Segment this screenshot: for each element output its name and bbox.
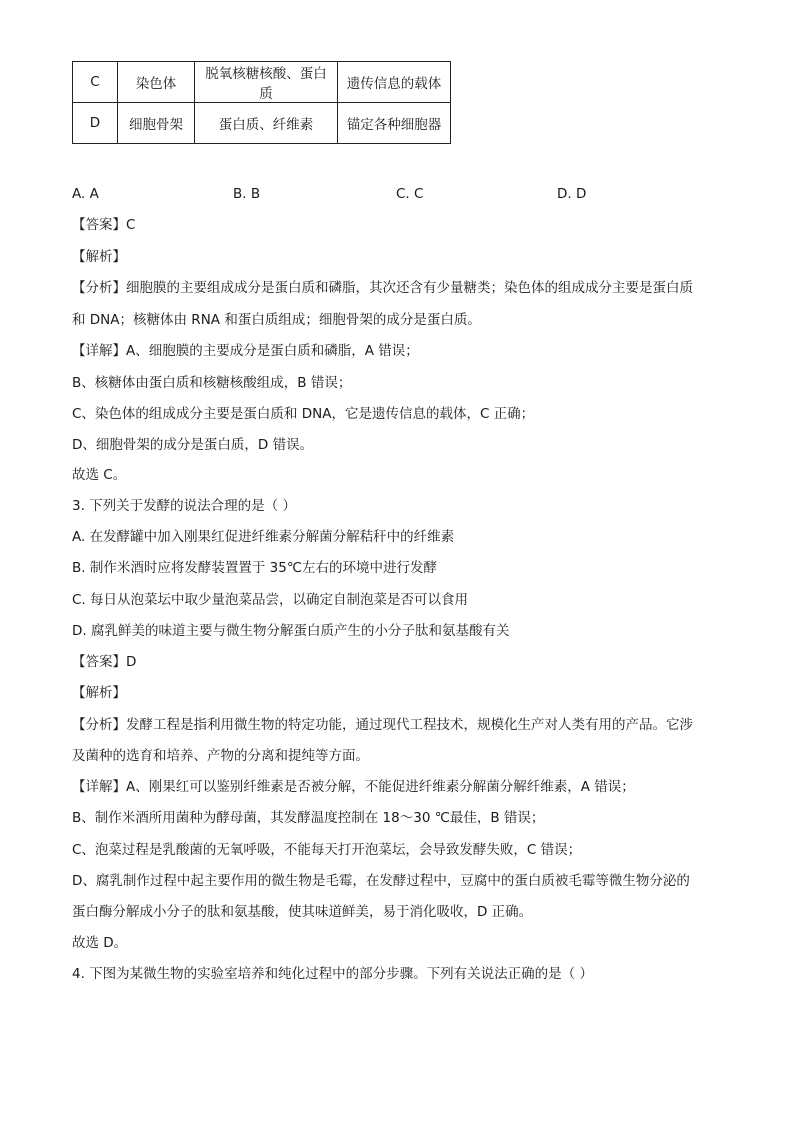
q3-analysis-line-1: 【分析】发酵工程是指利用微生物的特定功能，通过现代工程技术，规模化生产对人类有用的产品。它涉 bbox=[72, 717, 693, 733]
option-d: D. D bbox=[557, 186, 587, 202]
answer-options-table bbox=[72, 61, 451, 144]
table-cell: 锚定各种细胞器 bbox=[338, 103, 451, 144]
q3-detail-line-1: 【详解】A、刚果红可以鉴别纤维素是否被分解，不能促进纤维素分解菌分解纤维素，A 错误； bbox=[72, 779, 635, 795]
q3-conclusion: 故选 D。 bbox=[72, 935, 128, 951]
table-cell: 细胞骨架 bbox=[118, 103, 195, 144]
table-cell: 遗传信息的载体 bbox=[338, 62, 451, 103]
q3-detail-line-2: B、制作米酒所用菌种为酵母菌，其发酵温度控制在 18～30 ℃最佳，B 错误； bbox=[72, 810, 545, 826]
table-cell: 蛋白质、纤维素 bbox=[195, 103, 338, 144]
q3-analysis-heading: 【解析】 bbox=[72, 685, 126, 701]
table-row bbox=[73, 103, 451, 144]
table-cell: C bbox=[73, 62, 118, 103]
q4-stem: 4. 下图为某微生物的实验室培养和纯化过程中的部分步骤。下列有关说法正确的是（ ） bbox=[72, 966, 593, 982]
table-cell: D bbox=[73, 103, 118, 144]
option-a: A. A bbox=[72, 186, 99, 202]
q2-analysis-line-1: 【分析】细胞膜的主要组成成分是蛋白质和磷脂，其次还含有少量糖类；染色体的组成成分主要是蛋白质 bbox=[72, 280, 693, 296]
q2-answer: 【答案】C bbox=[72, 217, 136, 233]
q3-detail-line-3: C、泡菜过程是乳酸菌的无氧呼吸，不能每天打开泡菜坛，会导致发酵失败，C 错误； bbox=[72, 842, 582, 858]
q2-conclusion: 故选 C。 bbox=[72, 467, 127, 483]
q3-option-c: C. 每日从泡菜坛中取少量泡菜品尝，以确定自制泡菜是否可以食用 bbox=[72, 592, 469, 608]
q2-detail-line-2: B、核糖体由蛋白质和核糖核酸组成，B 错误； bbox=[72, 375, 352, 391]
q2-detail-line-3: C、染色体的组成成分主要是蛋白质和 DNA，它是遗传信息的载体，C 正确； bbox=[72, 406, 535, 422]
q2-options bbox=[72, 185, 586, 203]
q3-option-a: A. 在发酵罐中加入刚果红促进纤维素分解菌分解秸秆中的纤维素 bbox=[72, 529, 455, 545]
q2-analysis-heading: 【解析】 bbox=[72, 249, 126, 265]
q3-option-b: B. 制作米酒时应将发酵装置置于 35℃左右的环境中进行发酵 bbox=[72, 560, 437, 576]
table-cell: 染色体 bbox=[118, 62, 195, 103]
q3-option-d: D. 腐乳鲜美的味道主要与微生物分解蛋白质产生的小分子肽和氨基酸有关 bbox=[72, 623, 510, 639]
table-row bbox=[73, 62, 451, 103]
option-b: B. B bbox=[233, 186, 261, 202]
q3-analysis-line-2: 及菌种的选育和培养、产物的分离和提纯等方面。 bbox=[72, 748, 369, 764]
table-cell: 脱氧核糖核酸、蛋白质 bbox=[195, 62, 338, 103]
q2-analysis-line-2: 和 DNA；核糖体由 RNA 和蛋白质组成；细胞骨架的成分是蛋白质。 bbox=[72, 312, 481, 328]
q3-answer: 【答案】D bbox=[72, 654, 137, 670]
q3-detail-line-4: D、腐乳制作过程中起主要作用的微生物是毛霉，在发酵过程中，豆腐中的蛋白质被毛霉等微生物分泌的 bbox=[72, 873, 690, 889]
option-c: C. C bbox=[396, 186, 424, 202]
q3-stem: 3. 下列关于发酵的说法合理的是（ ） bbox=[72, 498, 296, 514]
q2-detail-line-1: 【详解】A、细胞膜的主要成分是蛋白质和磷脂，A 错误； bbox=[72, 343, 419, 359]
q2-detail-line-4: D、细胞骨架的成分是蛋白质，D 错误。 bbox=[72, 437, 314, 453]
q3-detail-line-5: 蛋白酶分解成小分子的肽和氨基酸，使其味道鲜美，易于消化吸收，D 正确。 bbox=[72, 904, 533, 920]
